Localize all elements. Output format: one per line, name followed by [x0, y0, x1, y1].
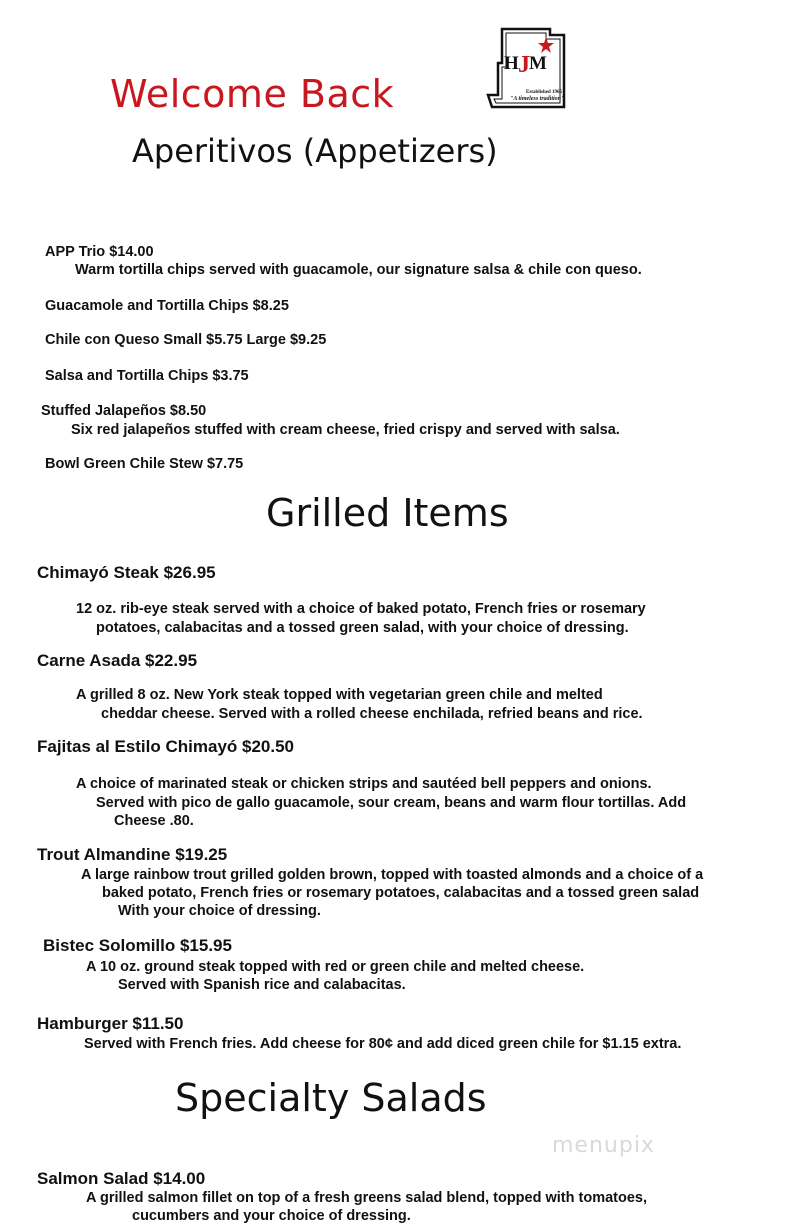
menu-item-name: Chimayó Steak $26.95 [37, 563, 216, 582]
appetizer-name: Bowl Green Chile Stew $7.75 [45, 456, 244, 472]
appetizers-title: Aperitivos (Appetizers) [132, 132, 498, 170]
menu-item-desc: A grilled salmon fillet on top of a fresh greens salad blend, topped with tomatoes, [86, 1190, 647, 1206]
welcome-heading: Welcome Back [110, 72, 395, 116]
salads-title: Specialty Salads [175, 1076, 487, 1120]
logo-established: Established 1965 [526, 90, 562, 95]
appetizer-name: Chile con Queso Small $5.75 Large $9.25 [45, 332, 327, 348]
menu-item-desc: cucumbers and your choice of dressing. [132, 1208, 411, 1224]
logo-tagline: "A timeless tradition" [510, 96, 565, 102]
svg-text:J: J [518, 52, 530, 78]
appetizer-name: Salsa and Tortilla Chips $3.75 [45, 368, 249, 384]
watermark: menupix [552, 1133, 655, 1158]
menu-item-desc: Served with pico de gallo guacamole, sour cream, beans and warm flour tortillas. Add [96, 795, 687, 811]
appetizer-name: Guacamole and Tortilla Chips $8.25 [45, 298, 289, 314]
menu-item-desc: Cheese .80. [114, 813, 194, 829]
menu-item-desc: 12 oz. rib-eye steak served with a choice of baked potato, French fries or rosemary [76, 601, 646, 617]
menu-item-desc: A 10 oz. ground steak topped with red or green chile and melted cheese. [86, 959, 585, 975]
menu-item-name: Bistec Solomillo $15.95 [43, 936, 232, 955]
restaurant-logo [484, 25, 570, 113]
appetizer-desc: Six red jalapeños stuffed with cream cheese, fried crispy and served with salsa. [71, 422, 620, 438]
menu-item-desc: A grilled 8 oz. New York steak topped with vegetarian green chile and melted [76, 687, 603, 703]
menu-item-desc: Served with French fries. Add cheese for 80¢ and add diced green chile for $1.15 extra. [84, 1036, 682, 1052]
menu-item-desc: Served with Spanish rice and calabacitas. [118, 977, 406, 993]
appetizer-name: Stuffed Jalapeños $8.50 [41, 403, 207, 419]
svg-text:H: H [504, 53, 519, 74]
appetizer-desc: Warm tortilla chips served with guacamole, our signature salsa & chile con queso. [75, 262, 642, 278]
menu-item-desc: A large rainbow trout grilled golden brown, topped with toasted almonds and a choice of a [81, 867, 704, 883]
menu-item-desc: cheddar cheese. Served with a rolled cheese enchilada, refried beans and rice. [101, 706, 643, 722]
menu-item-desc: baked potato, French fries or rosemary potatoes, calabacitas and a tossed green salad [102, 885, 700, 901]
menu-item-name: Carne Asada $22.95 [37, 651, 198, 670]
menu-item-name: Fajitas al Estilo Chimayó $20.50 [37, 737, 295, 756]
grilled-title: Grilled Items [266, 491, 509, 535]
svg-text:M: M [529, 53, 547, 74]
menu-item-name: Hamburger $11.50 [37, 1014, 184, 1033]
menu-item-desc: With your choice of dressing. [118, 903, 321, 919]
menu-item-desc: A choice of marinated steak or chicken strips and sautéed bell peppers and onions. [76, 776, 652, 792]
logo-emblem [484, 25, 570, 113]
menu-item-name: Salmon Salad $14.00 [37, 1169, 206, 1188]
menu-item-name: Trout Almandine $19.25 [37, 845, 228, 864]
appetizer-name: APP Trio $14.00 [45, 244, 154, 260]
menu-item-desc: potatoes, calabacitas and a tossed green salad, with your choice of dressing. [96, 620, 629, 636]
